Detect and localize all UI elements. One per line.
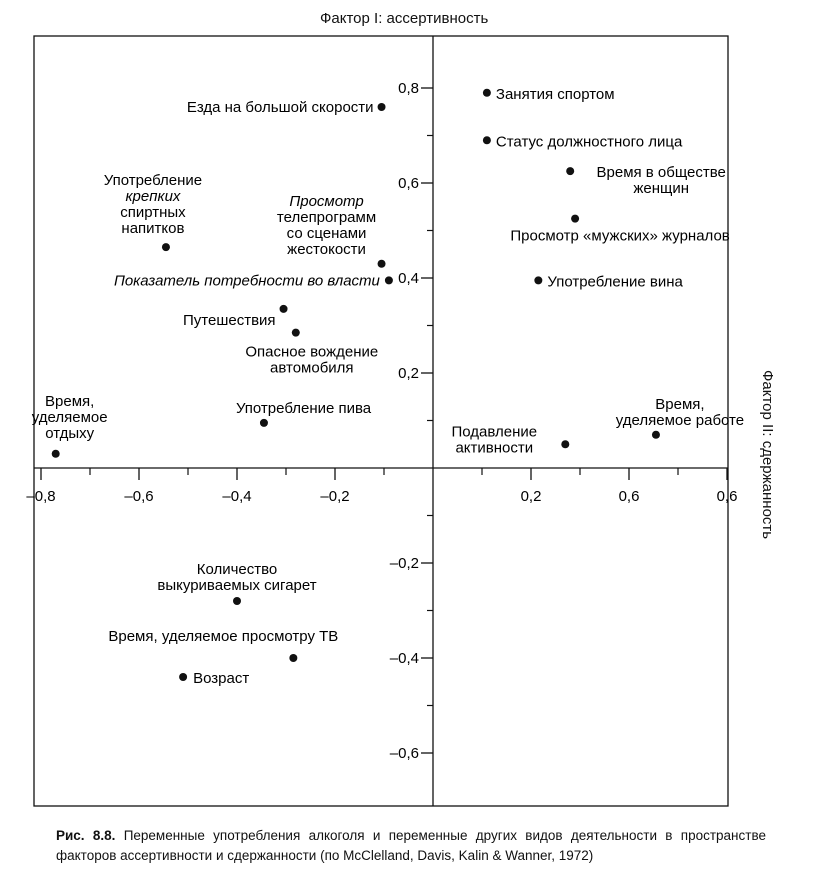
x-tick-label: 0,6 bbox=[618, 488, 640, 505]
y-tick-label: –0,4 bbox=[389, 650, 419, 667]
y-tick-label: 0,4 bbox=[398, 270, 419, 287]
data-point bbox=[378, 260, 386, 268]
data-label: Подавление активности bbox=[451, 423, 538, 457]
data-point bbox=[52, 450, 60, 458]
y-tick-label: 0,8 bbox=[398, 80, 419, 97]
y-tick-label: 0,6 bbox=[398, 175, 419, 192]
figure-caption bbox=[56, 826, 766, 866]
x-tick-label: –0,8 bbox=[26, 488, 56, 505]
data-label: Время в обществе женщин bbox=[596, 164, 726, 198]
x-tick-label: –0,2 bbox=[320, 488, 350, 505]
data-point bbox=[378, 103, 386, 111]
data-point bbox=[561, 440, 569, 448]
data-point bbox=[260, 419, 268, 427]
data-label: Возраст bbox=[193, 670, 250, 687]
data-label: Путешествия bbox=[183, 311, 276, 329]
data-point bbox=[292, 329, 300, 337]
y-tick-label: –0,6 bbox=[389, 745, 419, 762]
y-tick-label: –0,2 bbox=[389, 555, 419, 572]
data-labels bbox=[32, 86, 744, 687]
data-label: Просмотр «мужских» журналов bbox=[510, 227, 730, 245]
data-label: Количество выкуриваемых сигарет bbox=[157, 561, 317, 594]
data-label: Употребление вина bbox=[547, 273, 683, 291]
x-ticks bbox=[26, 468, 737, 505]
data-point bbox=[385, 276, 393, 284]
x-tick-label: –0,6 bbox=[124, 488, 154, 505]
caption-figure-label: Рис. 8.8. bbox=[56, 828, 116, 843]
chart-title: Фактор I: ассертивность bbox=[320, 10, 489, 27]
data-label: Езда на большой скорости bbox=[186, 99, 374, 116]
data-point bbox=[280, 305, 288, 313]
data-label: Опасное вождение автомобиля bbox=[245, 343, 379, 377]
data-label: Статус должностного лица bbox=[495, 133, 683, 151]
data-point bbox=[534, 276, 542, 284]
data-point bbox=[483, 89, 491, 97]
y-tick-label: 0,2 bbox=[398, 365, 419, 382]
x-tick-label: –0,4 bbox=[222, 488, 252, 505]
data-point bbox=[162, 243, 170, 251]
data-label: Употребление крепких спиртных напитков bbox=[103, 172, 203, 238]
data-label: Просмотр телепрограмм со сценами жестокости bbox=[276, 192, 377, 258]
data-point bbox=[571, 215, 579, 223]
data-point bbox=[179, 673, 187, 681]
data-label: Употребление пива bbox=[235, 399, 372, 417]
data-label: Занятия спортом bbox=[495, 85, 615, 103]
y-axis-label: Фактор II: сдержанность bbox=[759, 370, 776, 540]
x-tick-label: 0,2 bbox=[520, 488, 542, 505]
data-point bbox=[233, 597, 241, 605]
data-label: Время, уделяемое просмотру ТВ bbox=[108, 628, 339, 645]
data-label: Показатель потребности во власти bbox=[113, 272, 380, 290]
y-ticks bbox=[390, 80, 433, 762]
data-point bbox=[483, 136, 491, 144]
x-tick-label: 0,6 bbox=[716, 488, 738, 505]
data-label: Время, уделяемое отдыху bbox=[31, 392, 108, 442]
data-point bbox=[566, 167, 574, 175]
data-point bbox=[652, 431, 660, 439]
data-label: Время, уделяемое работе bbox=[615, 395, 745, 429]
data-point bbox=[289, 654, 297, 662]
caption-text: Переменные употребления алкоголя и переменные других видов деятельности в пространстве факторов ассертивности и сдержанности (по McClelland, Davis, Kalin & Wanner, 1972) bbox=[56, 828, 766, 863]
